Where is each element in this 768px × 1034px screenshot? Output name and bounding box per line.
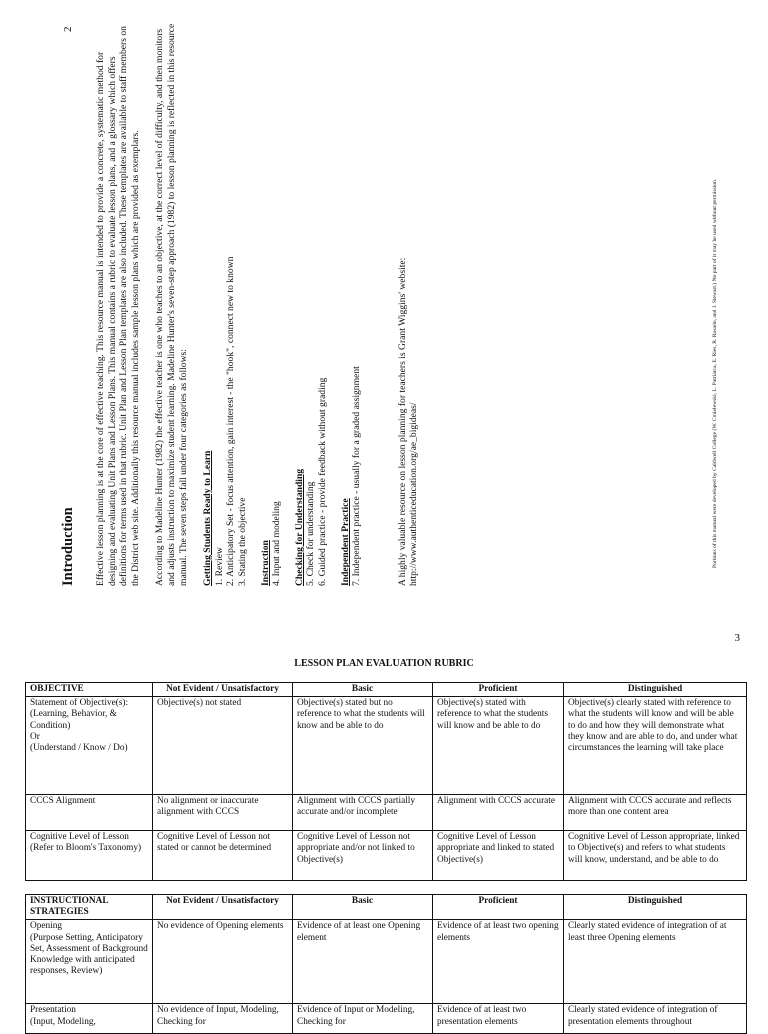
table-cell: Evidence of Input or Modeling, Checking for [293, 1004, 433, 1034]
section-heading: Checking for Understanding [293, 468, 305, 586]
table-cell: Evidence of at least two presentation elements [433, 1004, 564, 1034]
table-cell: No alignment or inaccurate alignment with CCCS [153, 795, 293, 831]
list-item: 3. Stating the objective [236, 497, 248, 586]
column-header: INSTRUCTIONAL STRATEGIES [26, 895, 153, 920]
table-cell: Cognitive Level of Lesson (Refer to Bloom's Taxonomy) [26, 831, 153, 881]
table-cell: Clearly stated evidence of integration of at least three Opening elements [564, 920, 747, 1004]
table-cell: Cognitive Level of Lesson appropriate, linked to Objective(s) and refers to what students will know, understand, and be able to do [564, 831, 747, 881]
column-header: Proficient [433, 683, 564, 697]
section-checking [294, 16, 329, 586]
intro-paragraph-1: Effective lesson planning is at the core of effective teaching. This resource manual is intended to provide a concrete, systematic method for designing and evaluating Unit Plans and Lesson Plans. This manual contains a rubric to evaluate lesson plans, and a glossary which offers definitions for terms used in that rubric. Unit Plan and Lesson Plan templates are also included. These templates are available to staff members on the District web site. Additionally this resource manual includes sample lesson plans which are provided as exemplars. [95, 26, 141, 586]
section-heading: Instruction [259, 540, 271, 586]
table-cell: Cognitive Level of Lesson appropriate and linked to stated Objective(s) [433, 831, 564, 881]
column-header: Not Evident / Unsatisfactory [153, 895, 293, 920]
table-cell: Evidence of at least one Opening element [293, 920, 433, 1004]
section-heading: Independent Practice [339, 498, 351, 586]
table-cell: Opening (Purpose Setting, Anticipatory Set, Assessment of Background Knowledge with anticipated responses, Review) [26, 920, 153, 1004]
table-row [26, 831, 747, 881]
table-row [26, 697, 747, 795]
resource-link[interactable]: http://www.authenticeducation.org/ae_bigideas/ [408, 402, 420, 586]
copyright-footer: Portions of this manual were developed by Caldwell College (W. Cmielewski, L. Patriarca, E. Ries, R. Rosado, and J. Stewart.) No part of it may be used without permission. [712, 178, 718, 568]
section-heading: Getting Students Ready to Learn [202, 450, 214, 586]
section-instruction [260, 16, 283, 586]
table-cell: Alignment with CCCS accurate [433, 795, 564, 831]
table-cell: Presentation (Input, Modeling, [26, 1004, 153, 1034]
column-header: Not Evident / Unsatisfactory [153, 683, 293, 697]
section-independent [340, 16, 363, 586]
introduction-title: Introduction [60, 507, 76, 586]
column-header: Basic [293, 683, 433, 697]
column-header: Proficient [433, 895, 564, 920]
list-item: 5. Check for understanding [305, 481, 317, 586]
list-item: 1. Review [213, 547, 225, 586]
table-row [26, 795, 747, 831]
list-item: 6. Guided practice - provide feedback without grading [316, 377, 328, 586]
table-cell: Objective(s) stated but no reference to what the students will know and be able to do [293, 697, 433, 795]
page-number: 2 [62, 26, 74, 32]
table-cell: Clearly stated evidence of integration of presentation elements throughout [564, 1004, 747, 1034]
page-number: 3 [734, 632, 740, 644]
column-header: Basic [293, 895, 433, 920]
table-cell: Evidence of at least two opening elements [433, 920, 564, 1004]
rubric-title: LESSON PLAN EVALUATION RUBRIC [294, 658, 474, 669]
column-header: Distinguished [564, 895, 747, 920]
column-header: OBJECTIVE [26, 683, 153, 697]
table-row [26, 920, 747, 1004]
table-cell: Objective(s) not stated [153, 697, 293, 795]
table-header-row [26, 895, 747, 920]
introduction-body [60, 16, 750, 586]
table-cell: No evidence of Input, Modeling, Checking for [153, 1004, 293, 1034]
resource-text: A highly valuable resource on lesson planning for teachers is Grant Wiggins' website: [396, 257, 408, 586]
table-cell: Objective(s) stated with reference to what the students will know and be able to do [433, 697, 564, 795]
table-cell: Statement of Objective(s): (Learning, Behavior, & Condition) Or (Understand / Know / Do) [26, 697, 153, 795]
list-item: 4. Input and modeling [271, 501, 283, 586]
table-cell: Cognitive Level of Lesson not appropriate and/or not linked to Objective(s) [293, 831, 433, 881]
list-item: 2. Anticipatory Set - focus attention, gain interest - the "hook", connect new to known [225, 256, 237, 586]
table-cell: CCCS Alignment [26, 795, 153, 831]
table-cell: Cognitive Level of Lesson not stated or cannot be determined [153, 831, 293, 881]
table-cell: Alignment with CCCS partially accurate and/or incomplete [293, 795, 433, 831]
section-getting-ready [202, 16, 248, 586]
page-3 [0, 626, 768, 1027]
table-row [26, 1004, 747, 1034]
table-header-row [26, 683, 747, 697]
column-header: Distinguished [564, 683, 747, 697]
objective-rubric-table [25, 682, 747, 881]
list-item: 7. Independent practice - usually for a graded assignment [351, 366, 363, 586]
table-cell: Objective(s) clearly stated with reference to what the students will know and will be able to do and how they will demonstrate what they know and are able to do, and under what circumstances the learning will take place [564, 697, 747, 795]
instructional-strategies-table [25, 894, 747, 1034]
table-cell: No evidence of Opening elements [153, 920, 293, 1004]
intro-paragraph-2: According to Madeline Hunter (1982) the effective teacher is one who teaches to an objective, at the correct level of difficulty, and then monitors and adjusts instruction to maximize student learning. Madeline Hunter's seven-step approach (1982) to lesson planning is reflected in this resource manual. The seven steps fall under four categories as follows: [154, 23, 189, 586]
table-cell: Alignment with CCCS accurate and reflects more than one content area [564, 795, 747, 831]
